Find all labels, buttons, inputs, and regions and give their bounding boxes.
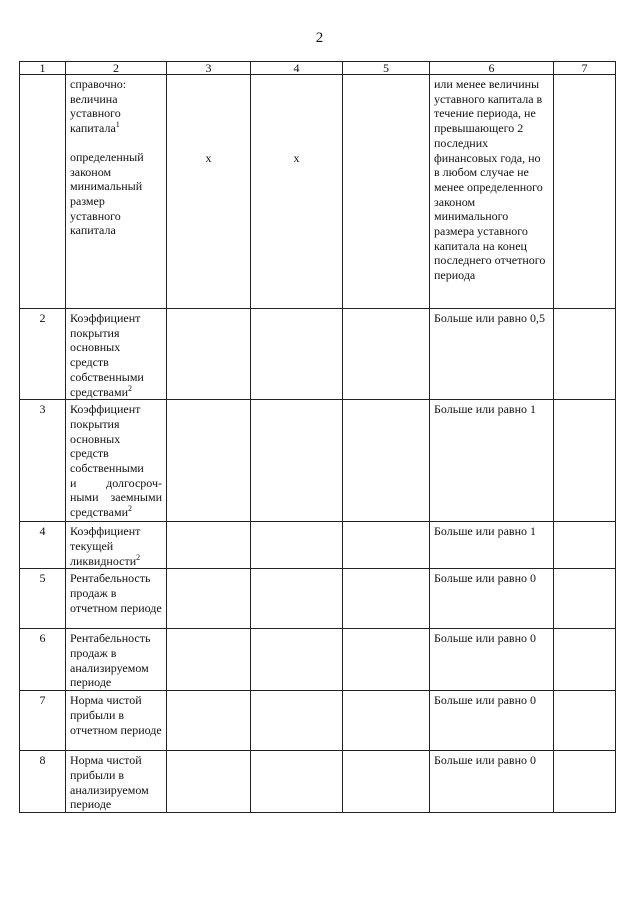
x-mark: х (205, 151, 212, 165)
ref-line: определенный (70, 149, 144, 164)
x-mark: х (293, 151, 300, 165)
col5-cell (343, 522, 430, 569)
col4-cell (251, 522, 343, 569)
col5-cell (343, 569, 430, 629)
col5-cell (343, 629, 430, 691)
row-number: 7 (20, 691, 66, 751)
footnote-mark: 2 (136, 552, 141, 562)
header-cell-4: 4 (251, 62, 343, 75)
ref-line: размер (70, 193, 105, 208)
ref-line: минимальный (70, 179, 143, 194)
indicator-name-cell: Рентабельность продаж в отчетном периоде (66, 569, 167, 629)
ref-line (70, 121, 162, 136)
table-row (20, 569, 616, 629)
norm-cell: Больше или равно 0 (430, 569, 554, 629)
col7-cell (554, 751, 616, 813)
norm-cell: Больше или равно 0 (430, 751, 554, 813)
ref-line: законом (70, 164, 112, 179)
row-number: 6 (20, 629, 66, 691)
norm-cell: Больше или равно 0 (430, 629, 554, 691)
indicator-name: Коэффициент покрытия основных средств собственными средствами (70, 311, 144, 399)
col7-cell (554, 309, 616, 400)
col7-cell (554, 75, 616, 309)
col4-cell (251, 569, 343, 629)
indicator-name-cell: Рентабельность продаж в анализируемом периоде (66, 629, 167, 691)
norm-cell: Больше или равно 1 (430, 400, 554, 522)
row-number: 8 (20, 751, 66, 813)
col4-cell (251, 751, 343, 813)
col5-cell (343, 400, 430, 522)
col7-cell (554, 522, 616, 569)
page-number: 2 (315, 30, 324, 46)
col4-cell (251, 629, 343, 691)
ref-line: уставного (70, 106, 121, 121)
col7-cell (554, 629, 616, 691)
indicator-name-tail: средствами (70, 505, 129, 520)
header-row (20, 62, 616, 75)
col3-cell (167, 569, 251, 629)
indicator-name-cell: Норма чистой прибыли в анализируемом периоде (66, 751, 167, 813)
row-number-cell (20, 75, 66, 309)
indicator-name-cell: Норма чистой прибыли в отчетном периоде (66, 691, 167, 751)
indicator-name-cell (66, 400, 167, 522)
table-row (20, 629, 616, 691)
col7-cell (554, 400, 616, 522)
indicator-name-cell (66, 309, 167, 400)
col5-cell (343, 751, 430, 813)
indicator-name-line: и долгосроч- (70, 475, 162, 490)
header-cell-3: 3 (167, 62, 251, 75)
table-row (20, 400, 616, 522)
footnote-mark: 1 (115, 120, 120, 130)
indicator-name: Коэффициент текущей ликвидности (70, 524, 141, 568)
col4-cell (251, 691, 343, 751)
indicator-name-cell (66, 522, 167, 569)
indicators-table (19, 61, 616, 813)
norm-cell: Больше или равно 0,5 (430, 309, 554, 400)
col5-cell (343, 75, 430, 309)
col3-cell (167, 691, 251, 751)
ref-line: капитала (70, 223, 116, 238)
col3-cell (167, 522, 251, 569)
indicator-name-line (70, 505, 162, 520)
row-number: 2 (20, 309, 66, 400)
col5-cell (343, 309, 430, 400)
footnote-mark: 2 (128, 504, 133, 514)
table-row (20, 522, 616, 569)
norm-cell: или менее величины уставного капитала в течение периода, не превышающего 2 последних финансовых года, но в любом случае не менее определенного законом минимального размера уставного капитала на конец последнего отчетного периода (430, 75, 554, 309)
indicator-name: Коэффициент покрытия основных средств собственными (70, 402, 144, 476)
col4-cell (251, 309, 343, 400)
indicator-name-line: ными заемными (70, 490, 162, 505)
table-row (20, 309, 616, 400)
indicator-name-cell (66, 75, 167, 309)
col5-cell (343, 691, 430, 751)
ref-line: уставного (70, 208, 121, 223)
table-row (20, 751, 616, 813)
header-cell-1: 1 (20, 62, 66, 75)
norm-cell: Больше или равно 1 (430, 522, 554, 569)
col4-cell (251, 75, 343, 309)
table-row (20, 691, 616, 751)
row-number: 4 (20, 522, 66, 569)
col3-cell (167, 309, 251, 400)
header-cell-5: 5 (343, 62, 430, 75)
ref-line: величина (70, 91, 118, 106)
row-number: 3 (20, 400, 66, 522)
col3-cell (167, 629, 251, 691)
table-row (20, 75, 616, 309)
ref-line-text: капитала (70, 121, 116, 136)
col3-cell (167, 400, 251, 522)
col7-cell (554, 569, 616, 629)
header-cell-2: 2 (66, 62, 167, 75)
col3-cell (167, 751, 251, 813)
col7-cell (554, 691, 616, 751)
footnote-mark: 2 (128, 383, 133, 393)
header-cell-7: 7 (554, 62, 616, 75)
header-cell-6: 6 (430, 62, 554, 75)
row-number: 5 (20, 569, 66, 629)
norm-cell: Больше или равно 0 (430, 691, 554, 751)
ref-line: справочно: (70, 77, 127, 91)
col4-cell (251, 400, 343, 522)
col3-cell (167, 75, 251, 309)
